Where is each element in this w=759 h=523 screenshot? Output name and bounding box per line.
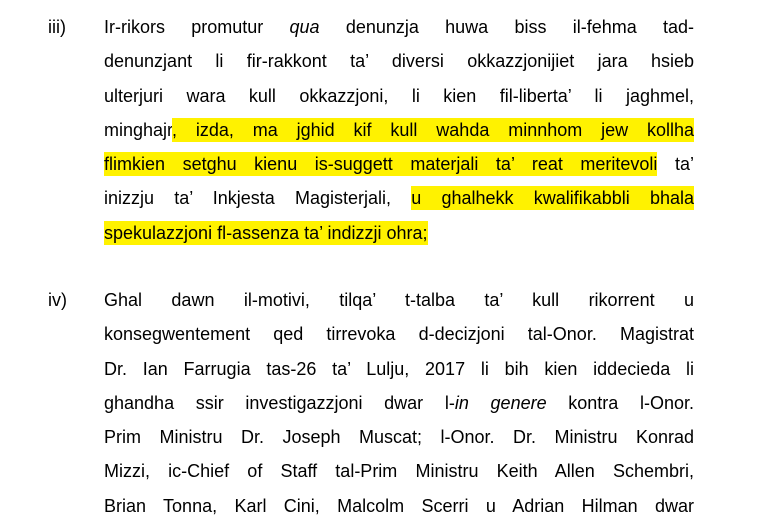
text-run: inizzju ta’ Inkjesta Magisterjali, [104, 188, 412, 209]
text-line: konsegwentement qed tirrevoka d-decizjoni tal-Onor. Magistrat [104, 324, 694, 345]
item-number: iv) [48, 290, 67, 310]
text-run: denunzja huwa biss il-fehma tad- [319, 17, 694, 37]
highlighted-text: spekulazzjoni fl-assenza ta’ indizzji ohra; [104, 222, 428, 243]
text-line: denunzjant li fir-rakkont ta’ diversi okkazzjonijiet jara hsieb [104, 51, 694, 72]
text-line: ulterjuri wara kull okkazzjoni, li kien fil-liberta’ li jaghmel, [104, 85, 694, 106]
text-line [104, 386, 694, 420]
text-run: minghajr [104, 119, 173, 140]
text-line [104, 10, 694, 44]
text-line: Brian Tonna, Karl Cini, Malcolm Scerri u Adrian Hilman dwar [104, 495, 694, 516]
item-text [104, 10, 694, 250]
text-run: kontra l-Onor. [546, 392, 695, 413]
text-line: Ghal dawn il-motivi, tilqa’ t-talba ta’ kull rikorrent u [104, 290, 694, 310]
text-run: ghandha ssir investigazzjoni dwar l- [104, 392, 455, 413]
text-line: Dr. Ian Farrugia tas-26 ta’ Lulju, 2017 li bih kien iddecieda li [104, 358, 694, 379]
italic-term: qua [289, 17, 320, 37]
highlighted-text: flimkien setghu kienu is-suggett materjali ta’ reat meritevoli [104, 154, 658, 175]
item-text [104, 283, 694, 523]
text-line [104, 216, 694, 250]
italic-term: in genere [454, 392, 547, 413]
text-line [104, 113, 694, 147]
text-line [104, 181, 694, 215]
text-run: Ir-rikors promutur [104, 17, 290, 37]
text-line: Prim Ministru Dr. Joseph Muscat; l-Onor. Dr. Ministru Konrad [104, 427, 694, 448]
highlighted-text: u ghalhekk kwalifikabbli bhala [411, 188, 694, 209]
text-run: ta’ [657, 154, 695, 175]
item-number: iii) [48, 17, 66, 37]
text-line: Mizzi, ic-Chief of Staff tal-Prim Ministru Keith Allen Schembri, [104, 461, 694, 482]
text-line [104, 147, 694, 181]
highlighted-text: , izda, ma jghid kif kull wahda minnhom jew kollha [172, 119, 694, 140]
